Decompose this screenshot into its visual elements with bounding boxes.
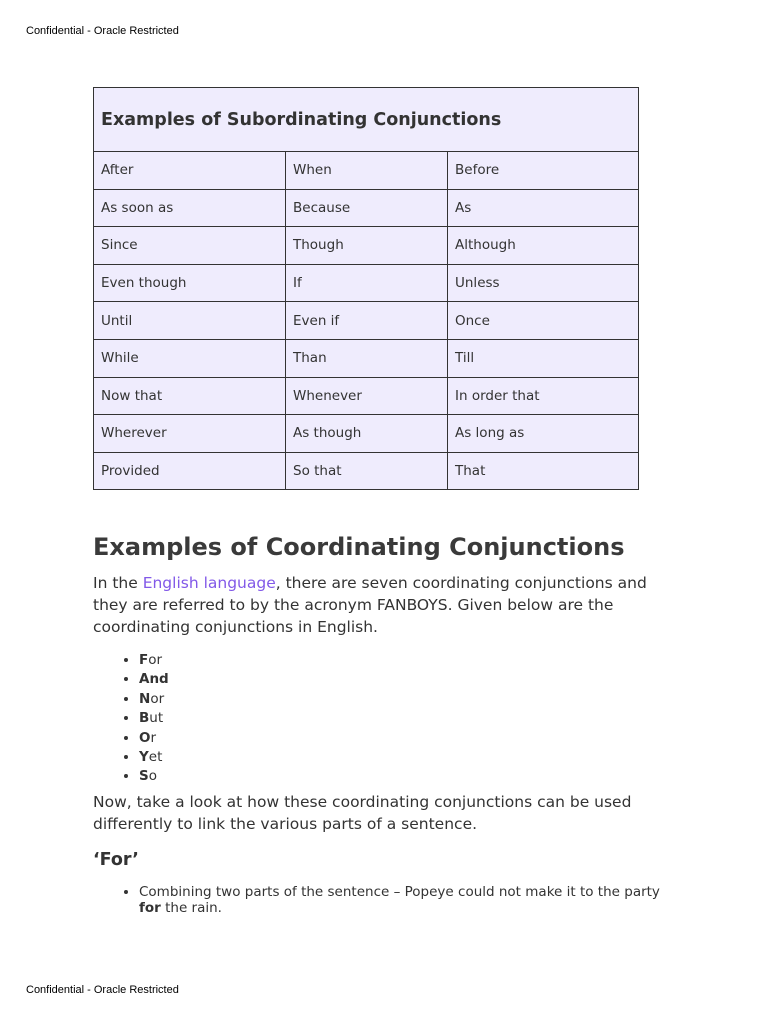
list-item	[139, 748, 169, 767]
table-cell: Now that	[94, 377, 286, 415]
table-row	[94, 415, 639, 453]
table-row	[94, 302, 639, 340]
table-cell: Once	[448, 302, 639, 340]
table-cell: Before	[448, 152, 639, 190]
list-item-rest: or	[150, 690, 165, 707]
intro-paragraph	[93, 572, 663, 638]
list-item-initial: Y	[139, 749, 149, 766]
list-item-rest: et	[148, 749, 163, 766]
subordinating-conjunctions-table	[93, 87, 639, 490]
list-item	[139, 670, 169, 689]
for-example-list	[93, 885, 679, 916]
list-item-initial: O	[139, 729, 151, 746]
table-row	[94, 339, 639, 377]
coordinating-section-title: Examples of Coordinating Conjunctions	[93, 533, 625, 561]
table-cell: Though	[286, 227, 448, 265]
english-language-link[interactable]: English language	[142, 574, 276, 592]
list-item-initial: B	[139, 710, 150, 727]
table-cell: Because	[286, 189, 448, 227]
table-row	[94, 152, 639, 190]
intro-text-before: In the	[93, 574, 143, 592]
table-cell: In order that	[448, 377, 639, 415]
table-cell: Wherever	[94, 415, 286, 453]
table-cell: Till	[448, 339, 639, 377]
table-cell: Unless	[448, 264, 639, 302]
list-item-rest: or	[148, 652, 163, 668]
table-cell: That	[448, 452, 639, 490]
table-title: Examples of Subordinating Conjunctions	[94, 88, 639, 152]
list-item-initial: S	[139, 768, 149, 785]
table-cell: Even though	[94, 264, 286, 302]
list-item-rest: ut	[149, 710, 164, 727]
fanboys-list	[93, 651, 169, 787]
table-cell: After	[94, 152, 286, 190]
table-row	[94, 264, 639, 302]
table-cell: When	[286, 152, 448, 190]
list-item	[139, 729, 169, 748]
table-cell: Than	[286, 339, 448, 377]
list-item-initial: And	[139, 671, 169, 688]
list-item-rest: r	[150, 729, 157, 746]
table-row	[94, 377, 639, 415]
table-cell: As	[448, 189, 639, 227]
table-cell: Provided	[94, 452, 286, 490]
table-row	[94, 452, 639, 490]
table-row	[94, 189, 639, 227]
example-bold-word: for	[139, 899, 161, 916]
table-cell: Since	[94, 227, 286, 265]
table-cell: As though	[286, 415, 448, 453]
table-cell: Whenever	[286, 377, 448, 415]
table-cell: As long as	[448, 415, 639, 453]
table-cell: While	[94, 339, 286, 377]
usage-paragraph: Now, take a look at how these coordinating conjunctions can be used differently to link the various parts of a sentence.	[93, 793, 632, 833]
list-item-initial: N	[139, 690, 151, 707]
table-row	[94, 227, 639, 265]
table-cell: Until	[94, 302, 286, 340]
list-item	[139, 690, 169, 709]
list-item	[139, 709, 169, 728]
list-item	[139, 767, 169, 786]
table-cell: If	[286, 264, 448, 302]
intro-text-after: , there are seven coordinating conjunctions and they are referred to by the acronym FANBOYS. Given below are the coordinating conjunctions in English.	[93, 574, 647, 636]
example-text-after: the rain.	[160, 899, 222, 916]
table-cell: As soon as	[94, 189, 286, 227]
list-item-rest: o	[148, 768, 157, 785]
header-confidential-label: Confidential - Oracle Restricted	[26, 25, 179, 37]
list-item-initial: F	[139, 652, 149, 668]
for-heading: ‘For’	[93, 850, 139, 870]
table-cell: Even if	[286, 302, 448, 340]
table-cell: So that	[286, 452, 448, 490]
list-item	[139, 885, 679, 916]
table-cell: Although	[448, 227, 639, 265]
list-item	[139, 651, 169, 670]
example-text-before: Combining two parts of the sentence – Popeye could not make it to the party	[139, 884, 660, 900]
footer-confidential-label: Confidential - Oracle Restricted	[26, 984, 179, 996]
